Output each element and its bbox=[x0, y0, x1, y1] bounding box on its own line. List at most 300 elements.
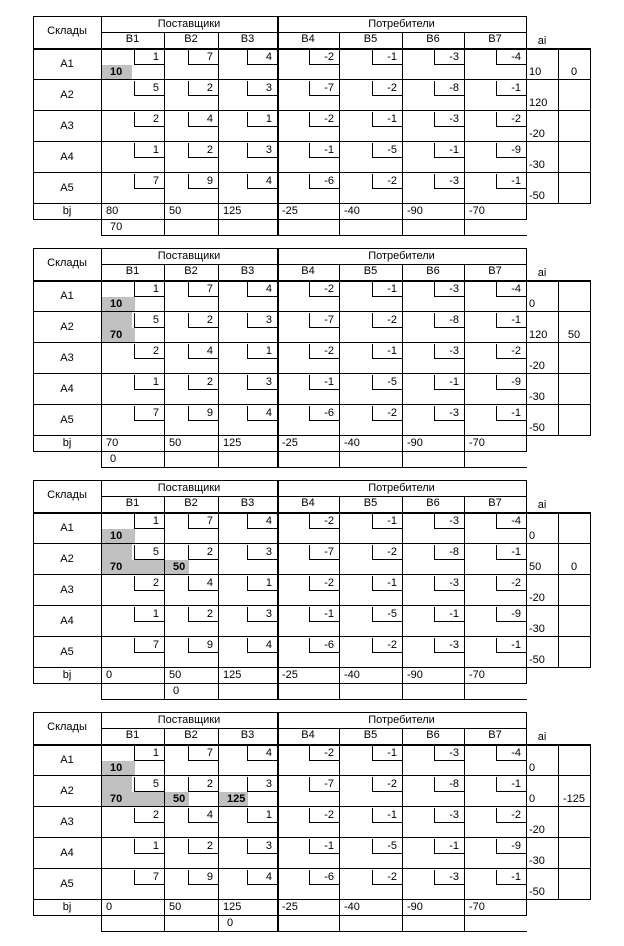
cost-value: -1 bbox=[324, 608, 334, 620]
allocation-value: 10 bbox=[110, 298, 123, 310]
suppliers-header: Поставщики bbox=[157, 714, 221, 726]
cost-value: -3 bbox=[449, 515, 459, 527]
grid-line-v bbox=[590, 512, 591, 668]
cost-value: 1 bbox=[152, 283, 159, 295]
column-header-B2: B2 bbox=[184, 729, 198, 741]
cost-value: -2 bbox=[324, 113, 334, 125]
cost-value: 3 bbox=[265, 314, 272, 326]
grid-line-v bbox=[164, 728, 165, 932]
cost-value: -1 bbox=[324, 840, 334, 852]
column-header-B7: B7 bbox=[488, 265, 502, 277]
cost-value: -1 bbox=[387, 747, 397, 759]
grid-line-v bbox=[339, 32, 340, 236]
allocation-value: 50 bbox=[173, 561, 186, 573]
cost-value: -8 bbox=[449, 314, 459, 326]
column-header-B2: B2 bbox=[184, 265, 198, 277]
grid-line-v bbox=[464, 728, 465, 932]
cost-value: -2 bbox=[387, 871, 397, 883]
cost-value: 9 bbox=[206, 407, 213, 419]
cost-value: -2 bbox=[324, 515, 334, 527]
grid-line-v bbox=[402, 264, 403, 468]
bj-value: -25 bbox=[282, 669, 298, 681]
cost-value: 5 bbox=[152, 778, 159, 790]
grid-line-v bbox=[464, 496, 465, 700]
cost-value: -2 bbox=[324, 809, 334, 821]
cost-value: -2 bbox=[511, 345, 521, 357]
ai-value: -50 bbox=[529, 422, 545, 434]
grid-line-h bbox=[33, 899, 591, 900]
grid-line-h bbox=[33, 79, 591, 80]
cost-value: 4 bbox=[265, 639, 272, 651]
bj-value: 0 bbox=[106, 669, 113, 681]
column-header-B3: B3 bbox=[240, 33, 255, 45]
cost-value: -4 bbox=[511, 515, 521, 527]
cost-value: -2 bbox=[324, 747, 334, 759]
cost-value: 1 bbox=[152, 608, 159, 620]
cost-value: -1 bbox=[387, 345, 397, 357]
column-header-B7: B7 bbox=[488, 497, 502, 509]
cost-value: 2 bbox=[206, 840, 213, 852]
warehouses-header: Склады bbox=[47, 489, 87, 501]
bj-value: 50 bbox=[169, 437, 182, 449]
cost-value: 4 bbox=[206, 113, 213, 125]
cost-value: -3 bbox=[449, 113, 459, 125]
cost-value: -7 bbox=[324, 82, 334, 94]
cost-value: 7 bbox=[152, 871, 159, 883]
row-header-A4: A4 bbox=[60, 615, 74, 627]
ai-extra-value: -125 bbox=[562, 793, 586, 805]
ai-value: 0 bbox=[529, 793, 536, 805]
cost-value: -9 bbox=[511, 376, 521, 388]
ai-extra-value: 0 bbox=[570, 561, 578, 573]
cost-value: 3 bbox=[265, 376, 272, 388]
cost-value: -3 bbox=[449, 577, 459, 589]
cost-value: -5 bbox=[387, 144, 397, 156]
allocation-value: 10 bbox=[110, 66, 123, 78]
ai-value: 0 bbox=[529, 298, 536, 310]
row-header-A1: A1 bbox=[60, 754, 74, 766]
column-header-B1: B1 bbox=[125, 729, 140, 741]
cost-value: 5 bbox=[152, 314, 159, 326]
cost-value: 4 bbox=[265, 283, 272, 295]
grid-line-v bbox=[558, 512, 559, 668]
cost-value: -1 bbox=[449, 608, 459, 620]
cost-value: -1 bbox=[511, 871, 521, 883]
allocation-value: 70 bbox=[110, 793, 123, 805]
cost-value: 4 bbox=[265, 51, 272, 63]
transport-table bbox=[0, 712, 624, 944]
grid-line-v bbox=[402, 496, 403, 700]
ai-header: ai bbox=[537, 499, 547, 511]
cost-value: -2 bbox=[387, 175, 397, 187]
bj-header: bj bbox=[62, 901, 72, 913]
allocation-value: 50 bbox=[173, 793, 186, 805]
cost-value: -1 bbox=[387, 577, 397, 589]
cost-value: 2 bbox=[206, 778, 213, 790]
bj-extra-value: 0 bbox=[173, 685, 180, 697]
column-header-B4: B4 bbox=[301, 497, 315, 509]
grid-line-v bbox=[558, 744, 559, 900]
grid-line-h bbox=[33, 775, 591, 776]
bj-value: -90 bbox=[407, 205, 423, 217]
cost-value: -1 bbox=[449, 376, 459, 388]
bj-header: bj bbox=[62, 437, 72, 449]
cost-value: 9 bbox=[206, 639, 213, 651]
grid-line-v bbox=[277, 16, 279, 236]
grid-line-h bbox=[33, 141, 591, 142]
cost-value: -7 bbox=[324, 778, 334, 790]
column-header-B1: B1 bbox=[125, 497, 140, 509]
grid-line-v bbox=[218, 728, 219, 932]
cost-value: -1 bbox=[511, 639, 521, 651]
row-header-A2: A2 bbox=[60, 321, 74, 333]
grid-line-v bbox=[590, 48, 591, 204]
grid-line-v bbox=[218, 264, 219, 468]
allocation-value: 125 bbox=[227, 793, 246, 805]
grid-line-h bbox=[33, 480, 527, 481]
row-header-A1: A1 bbox=[60, 522, 74, 534]
cost-value: -2 bbox=[324, 283, 334, 295]
bj-value: -25 bbox=[282, 437, 298, 449]
cost-value: -2 bbox=[324, 51, 334, 63]
cost-value: -9 bbox=[511, 840, 521, 852]
row-header-A2: A2 bbox=[60, 553, 74, 565]
row-header-A1: A1 bbox=[60, 58, 74, 70]
cost-value: 2 bbox=[206, 82, 213, 94]
grid-line-h bbox=[33, 915, 527, 916]
cost-value: -2 bbox=[387, 778, 397, 790]
bj-value: -70 bbox=[469, 901, 485, 913]
cost-value: -4 bbox=[511, 747, 521, 759]
column-header-B5: B5 bbox=[363, 497, 378, 509]
row-header-A4: A4 bbox=[60, 383, 74, 395]
grid-line-h bbox=[33, 837, 591, 838]
cost-value: -6 bbox=[324, 407, 334, 419]
cost-value: -8 bbox=[449, 546, 459, 558]
cost-value: -1 bbox=[511, 407, 521, 419]
consumers-header: Потребители bbox=[368, 250, 435, 262]
grid-line-v bbox=[101, 248, 102, 468]
cost-value: -7 bbox=[324, 314, 334, 326]
grid-line-h bbox=[33, 172, 591, 173]
grid-line-h bbox=[33, 248, 527, 249]
cost-value: 7 bbox=[206, 51, 213, 63]
cost-value: -4 bbox=[511, 283, 521, 295]
cost-value: 4 bbox=[265, 515, 272, 527]
cost-value: -2 bbox=[511, 809, 521, 821]
cost-value: 1 bbox=[152, 51, 159, 63]
bj-value: 80 bbox=[106, 205, 119, 217]
column-header-B5: B5 bbox=[363, 33, 378, 45]
grid-line-h bbox=[33, 451, 527, 452]
bj-extra-value: 0 bbox=[110, 453, 117, 465]
grid-line-v bbox=[164, 496, 165, 700]
cost-value: -8 bbox=[449, 778, 459, 790]
cost-value: -5 bbox=[387, 376, 397, 388]
row-header-A4: A4 bbox=[60, 847, 74, 859]
cost-value: -1 bbox=[511, 778, 521, 790]
cost-value: -1 bbox=[511, 546, 521, 558]
bj-value: -40 bbox=[344, 669, 360, 681]
cost-value: -3 bbox=[449, 639, 459, 651]
grid-line-h bbox=[33, 712, 527, 713]
column-header-B2: B2 bbox=[184, 497, 198, 509]
cost-value: -7 bbox=[324, 546, 334, 558]
allocation-value: 10 bbox=[110, 530, 123, 542]
cost-value: 3 bbox=[265, 608, 272, 620]
cost-value: 1 bbox=[152, 144, 159, 156]
grid-line-v bbox=[590, 744, 591, 900]
cost-value: -1 bbox=[511, 82, 521, 94]
ai-value: 0 bbox=[529, 530, 536, 542]
grid-line-h bbox=[33, 667, 591, 668]
column-header-B3: B3 bbox=[240, 729, 255, 741]
cost-value: 9 bbox=[206, 175, 213, 187]
grid-line-h bbox=[33, 605, 591, 606]
cost-value: -3 bbox=[449, 283, 459, 295]
grid-line-h bbox=[33, 636, 591, 637]
grid-line-v bbox=[558, 280, 559, 436]
cost-value: 3 bbox=[265, 144, 272, 156]
grid-line-v bbox=[218, 496, 219, 700]
bj-header: bj bbox=[62, 669, 72, 681]
cost-value: -1 bbox=[387, 283, 397, 295]
cost-value: -2 bbox=[387, 82, 397, 94]
grid-line-h bbox=[33, 203, 591, 204]
ai-header: ai bbox=[537, 35, 547, 47]
grid-line-v bbox=[277, 248, 279, 468]
suppliers-header: Поставщики bbox=[157, 18, 221, 30]
cost-value: 5 bbox=[152, 546, 159, 558]
grid-line-v bbox=[339, 264, 340, 468]
row-header-A5: A5 bbox=[60, 414, 74, 426]
bj-value: 50 bbox=[169, 901, 182, 913]
transport-table bbox=[0, 16, 624, 248]
bj-value: -70 bbox=[469, 669, 485, 681]
grid-line-v bbox=[464, 32, 465, 236]
cost-value: -2 bbox=[387, 314, 397, 326]
ai-value: 120 bbox=[529, 329, 548, 341]
column-header-B3: B3 bbox=[240, 265, 255, 277]
row-header-A3: A3 bbox=[60, 120, 74, 132]
grid-line-h bbox=[33, 311, 591, 312]
ai-value: -30 bbox=[529, 159, 545, 171]
cost-value: -1 bbox=[387, 113, 397, 125]
cost-value: 4 bbox=[206, 577, 213, 589]
grid-line-v bbox=[164, 32, 165, 236]
suppliers-header: Поставщики bbox=[157, 482, 221, 494]
consumers-header: Потребители bbox=[368, 18, 435, 30]
warehouses-header: Склады bbox=[47, 257, 87, 269]
cost-value: -1 bbox=[387, 809, 397, 821]
column-header-B4: B4 bbox=[301, 33, 315, 45]
grid-line-h bbox=[33, 806, 591, 807]
cost-value: 2 bbox=[152, 345, 159, 357]
allocation-value: 70 bbox=[110, 329, 123, 341]
row-header-A3: A3 bbox=[60, 816, 74, 828]
bj-value: -90 bbox=[407, 437, 423, 449]
bj-value: -40 bbox=[344, 437, 360, 449]
ai-header: ai bbox=[537, 731, 547, 743]
cost-value: 1 bbox=[152, 376, 159, 388]
grid-line-h bbox=[33, 219, 527, 220]
column-header-B7: B7 bbox=[488, 33, 502, 45]
cost-value: -3 bbox=[449, 407, 459, 419]
ai-value: 0 bbox=[529, 762, 536, 774]
row-header-A5: A5 bbox=[60, 646, 74, 658]
grid-line-v bbox=[464, 264, 465, 468]
cost-value: 7 bbox=[206, 283, 213, 295]
grid-line-v bbox=[164, 264, 165, 468]
column-header-B7: B7 bbox=[488, 729, 502, 741]
bj-value: 50 bbox=[169, 669, 182, 681]
bj-value: -25 bbox=[282, 901, 298, 913]
row-header-A4: A4 bbox=[60, 151, 74, 163]
cost-value: -6 bbox=[324, 639, 334, 651]
cost-value: -9 bbox=[511, 144, 521, 156]
column-header-B4: B4 bbox=[301, 265, 315, 277]
grid-line-v bbox=[590, 280, 591, 436]
cost-value: 4 bbox=[265, 747, 272, 759]
ai-value: -20 bbox=[529, 592, 545, 604]
cost-value: 4 bbox=[265, 175, 272, 187]
consumers-header: Потребители bbox=[368, 482, 435, 494]
column-header-B2: B2 bbox=[184, 33, 198, 45]
cost-value: -3 bbox=[449, 51, 459, 63]
cost-value: 1 bbox=[152, 515, 159, 527]
grid-line-h bbox=[33, 868, 591, 869]
bj-value: 125 bbox=[223, 205, 242, 217]
bj-value: 125 bbox=[223, 437, 242, 449]
bj-value: -70 bbox=[469, 205, 485, 217]
ai-extra-value: 0 bbox=[570, 66, 578, 78]
bj-extra-value: 0 bbox=[227, 917, 234, 929]
cost-value: -6 bbox=[324, 871, 334, 883]
cost-value: -2 bbox=[324, 345, 334, 357]
column-header-B3: B3 bbox=[240, 497, 255, 509]
cost-value: -1 bbox=[324, 144, 334, 156]
cost-value: -3 bbox=[449, 345, 459, 357]
cost-value: 7 bbox=[206, 747, 213, 759]
ai-value: 50 bbox=[529, 561, 542, 573]
cost-value: -1 bbox=[387, 515, 397, 527]
bj-value: -90 bbox=[407, 669, 423, 681]
column-header-B6: B6 bbox=[426, 729, 440, 741]
cost-value: -1 bbox=[511, 175, 521, 187]
ai-value: -30 bbox=[529, 391, 545, 403]
cost-value: -3 bbox=[449, 175, 459, 187]
row-header-A2: A2 bbox=[60, 89, 74, 101]
ai-value: 120 bbox=[529, 97, 548, 109]
grid-line-v bbox=[101, 16, 102, 236]
row-header-A1: A1 bbox=[60, 290, 74, 302]
cost-value: -2 bbox=[387, 546, 397, 558]
grid-line-h bbox=[33, 435, 591, 436]
row-header-A3: A3 bbox=[60, 352, 74, 364]
ai-header: ai bbox=[537, 267, 547, 279]
row-header-A5: A5 bbox=[60, 182, 74, 194]
allocation-value: 10 bbox=[110, 762, 123, 774]
bj-value: -90 bbox=[407, 901, 423, 913]
column-header-B6: B6 bbox=[426, 265, 440, 277]
transport-table bbox=[0, 480, 624, 712]
ai-value: -30 bbox=[529, 855, 545, 867]
grid-line-h bbox=[33, 404, 591, 405]
transport-table bbox=[0, 248, 624, 480]
grid-line-v bbox=[339, 728, 340, 932]
bj-value: 50 bbox=[169, 205, 182, 217]
warehouses-header: Склады bbox=[47, 25, 87, 37]
ai-value: -20 bbox=[529, 824, 545, 836]
column-header-B5: B5 bbox=[363, 729, 378, 741]
cost-value: -2 bbox=[324, 577, 334, 589]
cost-value: 2 bbox=[152, 577, 159, 589]
grid-line-h bbox=[33, 110, 591, 111]
suppliers-header: Поставщики bbox=[157, 250, 221, 262]
allocation-value: 70 bbox=[110, 561, 123, 573]
grid-line-v bbox=[101, 480, 102, 700]
column-header-B4: B4 bbox=[301, 729, 315, 741]
grid-line-v bbox=[101, 712, 102, 932]
cost-value: -2 bbox=[387, 407, 397, 419]
cost-value: 7 bbox=[206, 515, 213, 527]
grid-line-h bbox=[33, 683, 527, 684]
consumers-header: Потребители bbox=[368, 714, 435, 726]
bj-value: 0 bbox=[106, 901, 113, 913]
bj-extra-value: 70 bbox=[110, 221, 123, 233]
cost-value: 4 bbox=[265, 871, 272, 883]
cost-value: 3 bbox=[265, 546, 272, 558]
bj-value: -40 bbox=[344, 901, 360, 913]
grid-line-h bbox=[33, 574, 591, 575]
cost-value: -1 bbox=[449, 840, 459, 852]
cost-value: -2 bbox=[387, 639, 397, 651]
cost-value: 3 bbox=[265, 840, 272, 852]
bj-header: bj bbox=[62, 205, 72, 217]
cost-value: -3 bbox=[449, 871, 459, 883]
cost-value: -4 bbox=[511, 51, 521, 63]
cost-value: -5 bbox=[387, 608, 397, 620]
cost-value: 1 bbox=[265, 113, 272, 125]
column-header-B1: B1 bbox=[125, 265, 140, 277]
cost-value: 2 bbox=[206, 608, 213, 620]
ai-value: -50 bbox=[529, 190, 545, 202]
cost-value: 2 bbox=[206, 144, 213, 156]
cost-value: 7 bbox=[152, 639, 159, 651]
row-header-A2: A2 bbox=[60, 785, 74, 797]
cost-value: 4 bbox=[206, 345, 213, 357]
cost-value: 1 bbox=[265, 577, 272, 589]
grid-line-h bbox=[33, 543, 591, 544]
cost-value: 2 bbox=[152, 113, 159, 125]
cost-value: -3 bbox=[449, 809, 459, 821]
ai-value: -50 bbox=[529, 654, 545, 666]
cost-value: 1 bbox=[265, 345, 272, 357]
cost-value: -6 bbox=[324, 175, 334, 187]
cost-value: 4 bbox=[265, 407, 272, 419]
grid-line-v bbox=[339, 496, 340, 700]
cost-value: -1 bbox=[449, 144, 459, 156]
cost-value: -3 bbox=[449, 747, 459, 759]
bj-value: -40 bbox=[344, 205, 360, 217]
column-header-B1: B1 bbox=[125, 33, 140, 45]
grid-line-v bbox=[402, 32, 403, 236]
cost-value: 2 bbox=[152, 809, 159, 821]
cost-value: 2 bbox=[206, 376, 213, 388]
row-header-A5: A5 bbox=[60, 878, 74, 890]
bj-value: -25 bbox=[282, 205, 298, 217]
warehouses-header: Склады bbox=[47, 721, 87, 733]
